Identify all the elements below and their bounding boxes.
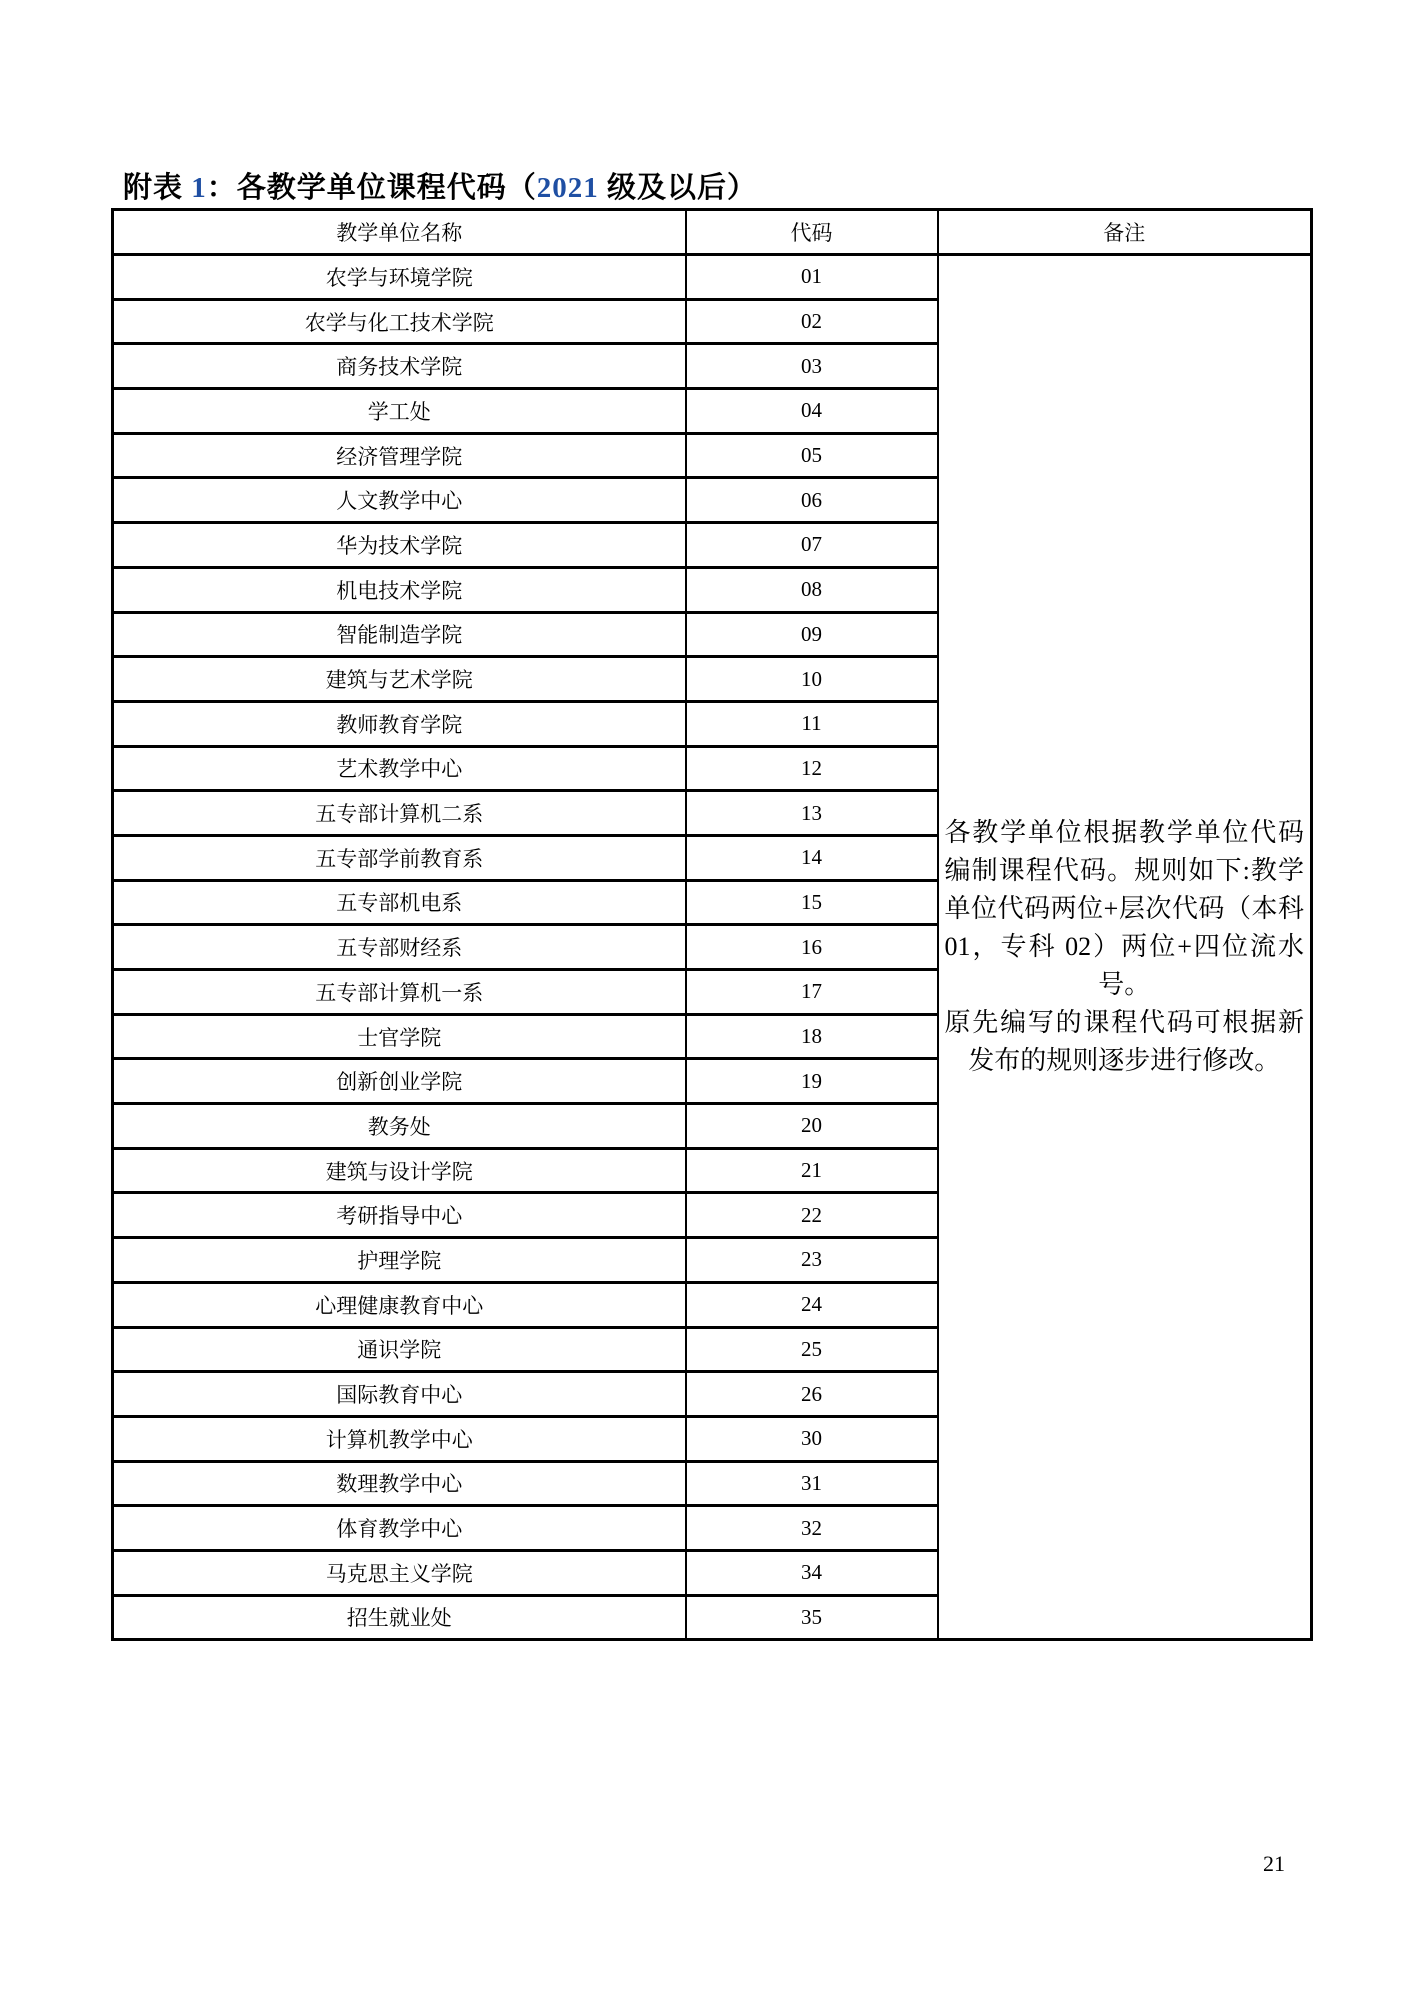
header-code: 代码 <box>686 210 938 255</box>
table-row <box>113 255 1312 300</box>
unit-code-cell: 26 <box>686 1372 938 1417</box>
unit-name-cell: 农学与环境学院 <box>113 255 686 300</box>
unit-code-cell: 16 <box>686 925 938 970</box>
unit-code-cell: 02 <box>686 299 938 344</box>
unit-code-cell: 32 <box>686 1506 938 1551</box>
table-body <box>113 255 1312 1640</box>
unit-name-cell: 心理健康教育中心 <box>113 1282 686 1327</box>
title-table-number: 1 <box>191 172 207 204</box>
page-number: 21 <box>1263 1851 1285 1876</box>
unit-name-cell: 艺术教学中心 <box>113 746 686 791</box>
unit-name-cell: 国际教育中心 <box>113 1372 686 1417</box>
remark-line: 号。 <box>1098 970 1151 1000</box>
unit-name-cell: 建筑与艺术学院 <box>113 657 686 702</box>
title-suffix: 级及以后） <box>598 172 758 204</box>
unit-code-cell: 35 <box>686 1595 938 1640</box>
unit-name-cell: 建筑与设计学院 <box>113 1148 686 1193</box>
unit-name-cell: 士官学院 <box>113 1014 686 1059</box>
remark-line: 各教学单位根据教学单位代码 <box>944 818 1304 848</box>
unit-code-cell: 11 <box>686 701 938 746</box>
unit-code-cell: 08 <box>686 567 938 612</box>
unit-code-cell: 10 <box>686 657 938 702</box>
unit-code-cell: 12 <box>686 746 938 791</box>
unit-code-cell: 15 <box>686 880 938 925</box>
unit-code-cell: 20 <box>686 1104 938 1149</box>
unit-code-cell: 23 <box>686 1238 938 1283</box>
unit-code-cell: 14 <box>686 835 938 880</box>
unit-name-cell: 创新创业学院 <box>113 1059 686 1104</box>
unit-code-cell: 13 <box>686 791 938 836</box>
unit-code-cell: 06 <box>686 478 938 523</box>
unit-code-cell: 31 <box>686 1461 938 1506</box>
remark-line: 发布的规则逐步进行修改。 <box>968 1046 1281 1076</box>
unit-code-cell: 09 <box>686 612 938 657</box>
unit-code-cell: 01 <box>686 255 938 300</box>
unit-code-cell: 17 <box>686 970 938 1015</box>
unit-name-cell: 五专部机电系 <box>113 880 686 925</box>
unit-name-cell: 体育教学中心 <box>113 1506 686 1551</box>
unit-code-cell: 34 <box>686 1550 938 1595</box>
unit-name-cell: 通识学院 <box>113 1327 686 1372</box>
unit-name-cell: 招生就业处 <box>113 1595 686 1640</box>
remark-line: 编制课程代码。规则如下:教学 <box>944 856 1304 886</box>
unit-code-cell: 24 <box>686 1282 938 1327</box>
unit-name-cell: 五专部计算机一系 <box>113 970 686 1015</box>
unit-name-cell: 护理学院 <box>113 1238 686 1283</box>
unit-name-cell: 华为技术学院 <box>113 523 686 568</box>
unit-code-cell: 22 <box>686 1193 938 1238</box>
remark-cell <box>938 255 1312 1640</box>
unit-code-cell: 18 <box>686 1014 938 1059</box>
title-text: ：各教学单位课程代码（ <box>206 172 537 204</box>
unit-code-cell: 04 <box>686 389 938 434</box>
unit-name-cell: 经济管理学院 <box>113 433 686 478</box>
table-header-row <box>113 210 1312 255</box>
unit-code-cell: 21 <box>686 1148 938 1193</box>
unit-name-cell: 考研指导中心 <box>113 1193 686 1238</box>
unit-name-cell: 计算机教学中心 <box>113 1416 686 1461</box>
unit-code-cell: 07 <box>686 523 938 568</box>
remark-line: 原先编写的课程代码可根据新 <box>944 1008 1304 1038</box>
course-code-table <box>111 208 1313 1641</box>
unit-code-cell: 30 <box>686 1416 938 1461</box>
unit-code-cell: 03 <box>686 344 938 389</box>
unit-name-cell: 农学与化工技术学院 <box>113 299 686 344</box>
unit-name-cell: 五专部计算机二系 <box>113 791 686 836</box>
unit-name-cell: 数理教学中心 <box>113 1461 686 1506</box>
unit-name-cell: 教师教育学院 <box>113 701 686 746</box>
unit-name-cell: 马克思主义学院 <box>113 1550 686 1595</box>
unit-code-cell: 05 <box>686 433 938 478</box>
unit-name-cell: 智能制造学院 <box>113 612 686 657</box>
remark-line: 单位代码两位+层次代码（本科 <box>944 894 1304 924</box>
unit-name-cell: 学工处 <box>113 389 686 434</box>
unit-name-cell: 五专部财经系 <box>113 925 686 970</box>
title-label: 附表 <box>123 172 192 204</box>
remark-line: 01，专科 02）两位+四位流水 <box>944 932 1304 962</box>
page-title <box>123 170 757 206</box>
unit-name-cell: 五专部学前教育系 <box>113 835 686 880</box>
unit-name-cell: 人文教学中心 <box>113 478 686 523</box>
unit-name-cell: 商务技术学院 <box>113 344 686 389</box>
title-year-number: 2021 <box>536 172 599 204</box>
header-remark: 备注 <box>938 210 1312 255</box>
unit-code-cell: 25 <box>686 1327 938 1372</box>
unit-code-cell: 19 <box>686 1059 938 1104</box>
unit-name-cell: 机电技术学院 <box>113 567 686 612</box>
unit-name-cell: 教务处 <box>113 1104 686 1149</box>
header-unit-name: 教学单位名称 <box>113 210 686 255</box>
